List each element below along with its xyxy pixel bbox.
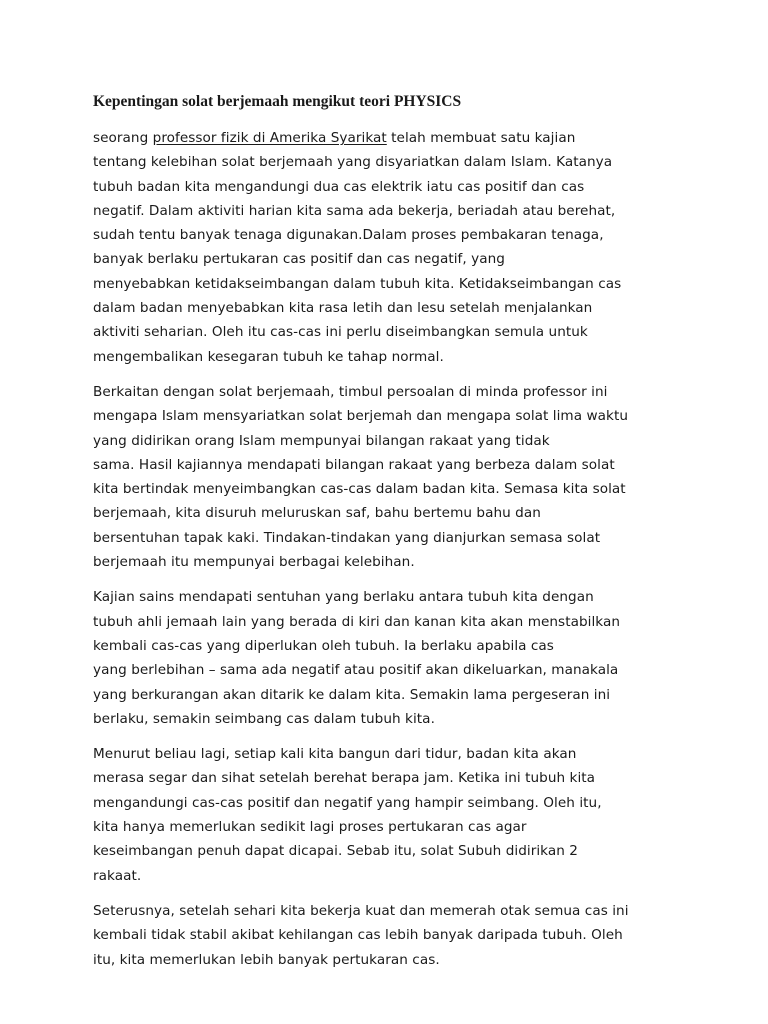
text-line: bersentuhan tapak kaki. Tindakan-tindakan yang dianjurkan semasa solat	[93, 529, 601, 546]
text-line: merasa segar dan sihat setelah berehat berapa jam. Ketika ini tubuh kita	[93, 770, 596, 787]
text-line: tubuh badan kita mengandungi dua cas elektrik iatu cas positif dan cas	[93, 178, 585, 195]
text-line: sama. Hasil kajiannya mendapati bilangan rakaat yang berbeza dalam solat	[93, 456, 615, 473]
text-line: Berkaitan dengan solat berjemaah, timbul persoalan di minda professor ini	[93, 383, 608, 400]
text-line: kita bertindak menyeimbangkan cas-cas dalam badan kita. Semasa kita solat	[93, 481, 626, 498]
text-segment: seorang	[93, 130, 153, 146]
text-line: kembali cas-cas yang diperlukan oleh tubuh. Ia berlaku apabila cas	[93, 637, 554, 654]
text-line: mengapa Islam mensyariatkan solat berjemah dan mengapa solat lima waktu	[93, 408, 628, 425]
text-line: kembali tidak stabil akibat kehilangan cas lebih banyak daripada tubuh. Oleh	[93, 927, 623, 944]
text-line: keseimbangan penuh dapat dicapai. Sebab itu, solat Subuh didirikan 2	[93, 843, 578, 860]
text-line: sudah tentu banyak tenaga digunakan.Dalam proses pembakaran tenaga,	[93, 227, 604, 244]
document-title: Kepentingan solat berjemaah mengikut teori PHYSICS	[93, 93, 462, 110]
text-line: dalam badan menyebabkan kita rasa letih dan lesu setelah menjalankan	[93, 300, 593, 317]
text-line: rakaat.	[93, 867, 142, 884]
text-line: Kajian sains mendapati sentuhan yang berlaku antara tubuh kita dengan	[93, 589, 594, 606]
paragraph-3	[93, 585, 683, 731]
document-body	[93, 126, 683, 972]
text-line: negatif. Dalam aktiviti harian kita sama ada bekerja, beriadah atau berehat,	[93, 202, 616, 219]
paragraph-4	[93, 742, 683, 888]
professor-link[interactable]: professor fizik di Amerika Syarikat	[152, 130, 387, 146]
text-line: kita hanya memerlukan sedikit lagi proses pertukaran cas agar	[93, 819, 527, 836]
paragraph-2	[93, 380, 683, 574]
paragraph-1	[93, 126, 683, 369]
text-line: menyebabkan ketidakseimbangan dalam tubuh kita. Ketidakseimbangan cas	[93, 275, 622, 292]
text-line: mengandungi cas-cas positif dan negatif yang hampir seimbang. Oleh itu,	[93, 794, 602, 811]
text-line: tentang kelebihan solat berjemaah yang disyariatkan dalam Islam. Katanya	[93, 154, 613, 171]
text-line: mengembalikan kesegaran tubuh ke tahap normal.	[93, 348, 444, 365]
text-line: yang didirikan orang Islam mempunyai bilangan rakaat yang tidak	[93, 432, 550, 449]
text-line: banyak berlaku pertukaran cas positif dan cas negatif, yang	[93, 251, 505, 268]
text-line: berjemaah, kita disuruh meluruskan saf, bahu bertemu bahu dan	[93, 505, 541, 522]
text-line: berlaku, semakin seimbang cas dalam tubuh kita.	[93, 710, 435, 727]
text-line: yang berkurangan akan ditarik ke dalam kita. Semakin lama pergeseran ini	[93, 686, 611, 703]
paragraph-5	[93, 899, 683, 972]
document-page	[93, 92, 683, 983]
text-line: yang berlebihan – sama ada negatif atau positif akan dikeluarkan, manakala	[93, 662, 619, 679]
text-segment: telah membuat satu kajian	[386, 130, 576, 146]
text-line: tubuh ahli jemaah lain yang berada di kiri dan kanan kita akan menstabilkan	[93, 613, 621, 630]
text-line: itu, kita memerlukan lebih banyak pertukaran cas.	[93, 951, 440, 968]
text-line: berjemaah itu mempunyai berbagai kelebihan.	[93, 554, 415, 571]
text-line: Menurut beliau lagi, setiap kali kita bangun dari tidur, badan kita akan	[93, 746, 577, 763]
text-line	[93, 126, 683, 150]
text-line: aktiviti seharian. Oleh itu cas-cas ini perlu diseimbangkan semula untuk	[93, 324, 588, 341]
text-line: Seterusnya, setelah sehari kita bekerja kuat dan memerah otak semua cas ini	[93, 902, 629, 919]
